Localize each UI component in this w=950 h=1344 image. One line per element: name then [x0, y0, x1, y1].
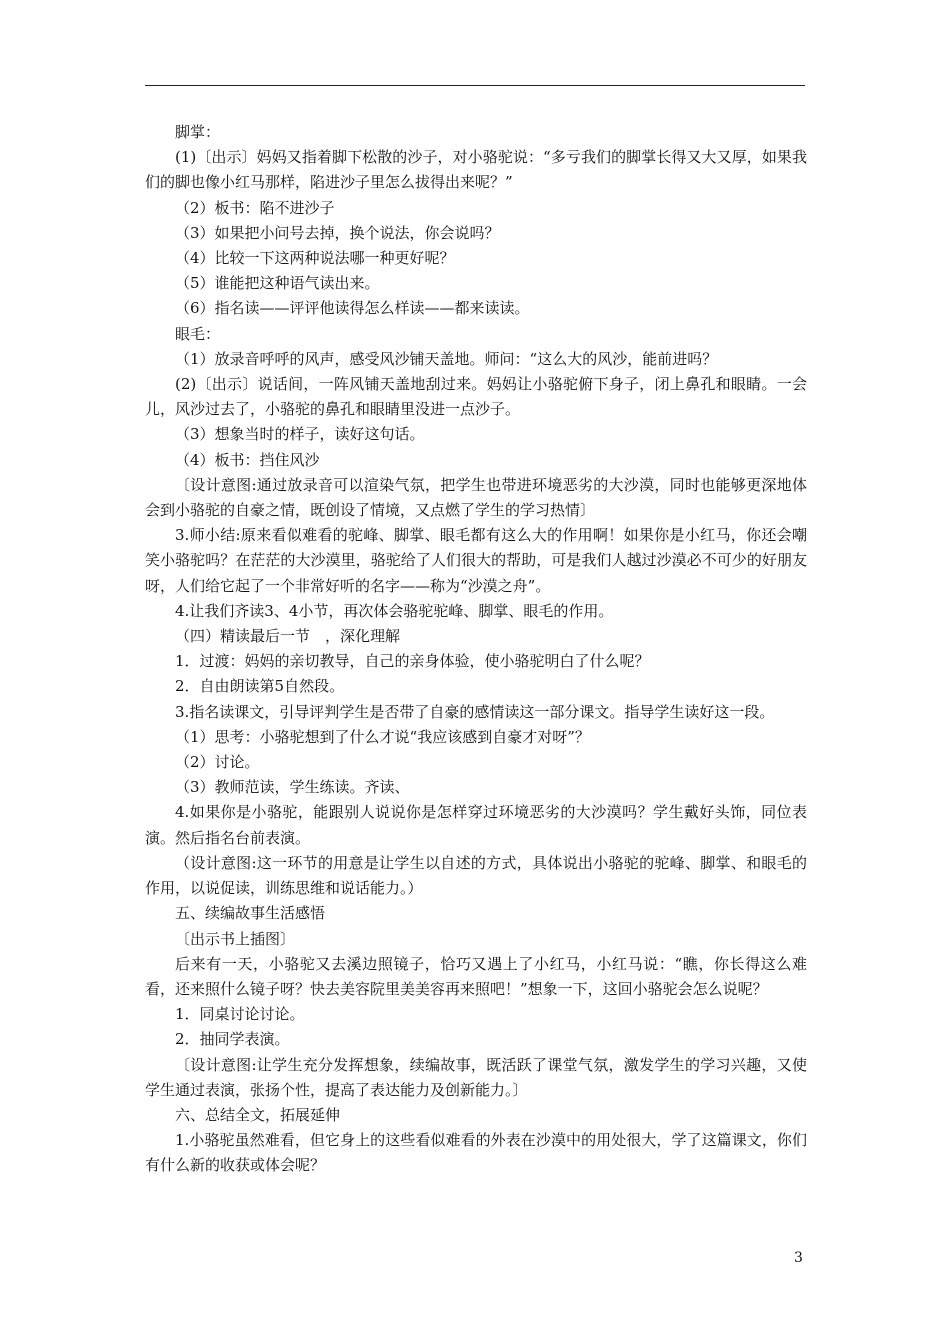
paragraph: (2)〔出示〕说话间，一阵风铺天盖地刮过来。妈妈让小骆驼俯下身子，闭上鼻孔和眼睛。一会儿，风沙过去了，小骆驼的鼻孔和眼睛里没进一点沙子。 — [145, 375, 807, 419]
paragraph: 4.让我们齐读3、4小节，再次体会骆驼驼峰、脚掌、眼毛的作用。 — [175, 601, 614, 620]
paragraph: 后来有一天，小骆驼又去溪边照镜子，恰巧又遇上了小红马，小红马说：“瞧，你长得这么难看，还来照什么镜子呀？快去美容院里美美容再来照吧！”想象一下，这回小骆驼会怎么说呢？ — [145, 954, 807, 998]
paragraph: （2）板书：陷不进沙子 — [175, 198, 335, 217]
paragraph: 2．自由朗读第5自然段。 — [175, 677, 345, 696]
page-number: 3 — [794, 1250, 803, 1266]
paragraph: 眼毛： — [175, 324, 221, 343]
paragraph: 2．抽同学表演。 — [175, 1030, 290, 1049]
paragraph: （设计意图:这一环节的用意是让学生以自述的方式，具体说出小骆驼的驼峰、脚掌、和眼毛的作用，以说促读，训练思维和说话能力。） — [145, 853, 807, 898]
paragraph: （1）放录音呼呼的风声，感受风沙铺天盖地。师问：“这么大的风沙，能前进吗？ — [175, 349, 718, 368]
document-body — [145, 120, 807, 1179]
paragraph: 1．同桌讨论讨论。 — [175, 1005, 305, 1024]
paragraph: （3）教师范读，学生练读。齐读、 — [175, 778, 410, 797]
paragraph: 3.师小结:原来看似难看的驼峰、脚掌、眼毛都有这么大的作用啊！如果你是小红马，你还会嘲笑小骆驼吗？在茫茫的大沙漠里，骆驼给了人们很大的帮助，可是我们人越过沙漠必不可少的好朋友呀，人们给它起了一个非常好听的名字——称为“沙漠之舟”。 — [145, 526, 807, 595]
paragraph: 六、总结全文，拓展延伸 — [175, 1105, 341, 1124]
paragraph: （3）想象当时的样子，读好这句话。 — [175, 425, 425, 444]
paragraph: （1）思考：小骆驼想到了什么才说“我应该感到自豪才对呀”？ — [175, 727, 590, 746]
paragraph: （2）讨论。 — [175, 753, 260, 772]
paragraph: （4）比较一下这两种说法哪一种更好呢？ — [175, 249, 455, 268]
paragraph: 3.指名读课文，引导评判学生是否带了自豪的感情读这一部分课文。指导学生读好这一段。 — [175, 702, 775, 721]
paragraph: （5）谁能把这种语气读出来。 — [175, 274, 380, 293]
paragraph: 五、续编故事生活感悟 — [175, 904, 326, 923]
paragraph: (1)〔出示〕妈妈又指着脚下松散的沙子，对小骆驼说：“多亏我们的脚掌长得又大又厚，如果我们的脚也像小红马那样，陷进沙子里怎么拔得出来呢？” — [145, 148, 807, 192]
header-rule — [145, 85, 805, 86]
paragraph: 〔设计意图:通过放录音可以渲染气氛，把学生也带进环境恶劣的大沙漠，同时也能够更深地体会到小骆驼的自豪之情，既创设了情境，又点燃了学生的学习热情〕 — [145, 475, 807, 520]
paragraph: （四）精读最后一节 ，深化理解 — [175, 627, 401, 646]
paragraph: 1.小骆驼虽然难看，但它身上的这些看似难看的外表在沙漠中的用处很大，学了这篇课文，你们有什么新的收获或体会呢？ — [145, 1131, 807, 1175]
paragraph: 〔出示书上插图〕 — [175, 929, 296, 948]
paragraph: 脚掌： — [175, 123, 221, 141]
paragraph: （6）指名读——评评他读得怎么样读——都来读读。 — [175, 299, 530, 318]
paragraph: 4.如果你是小骆驼，能跟别人说说你是怎样穿过环境恶劣的大沙漠吗？学生戴好头饰，同位表演。然后指名台前表演。 — [145, 803, 807, 847]
paragraph: （3）如果把小问号去掉，换个说法，你会说吗？ — [175, 223, 500, 242]
paragraph: 1．过渡：妈妈的亲切教导，自己的亲身体验，使小骆驼明白了什么呢？ — [175, 652, 650, 671]
paragraph: 〔设计意图:让学生充分发挥想象，续编故事，既活跃了课堂气氛，激发学生的学习兴趣，又使学生通过表演，张扬个性，提高了表达能力及创新能力。〕 — [145, 1055, 807, 1099]
paragraph: （4）板书：挡住风沙 — [175, 450, 320, 469]
